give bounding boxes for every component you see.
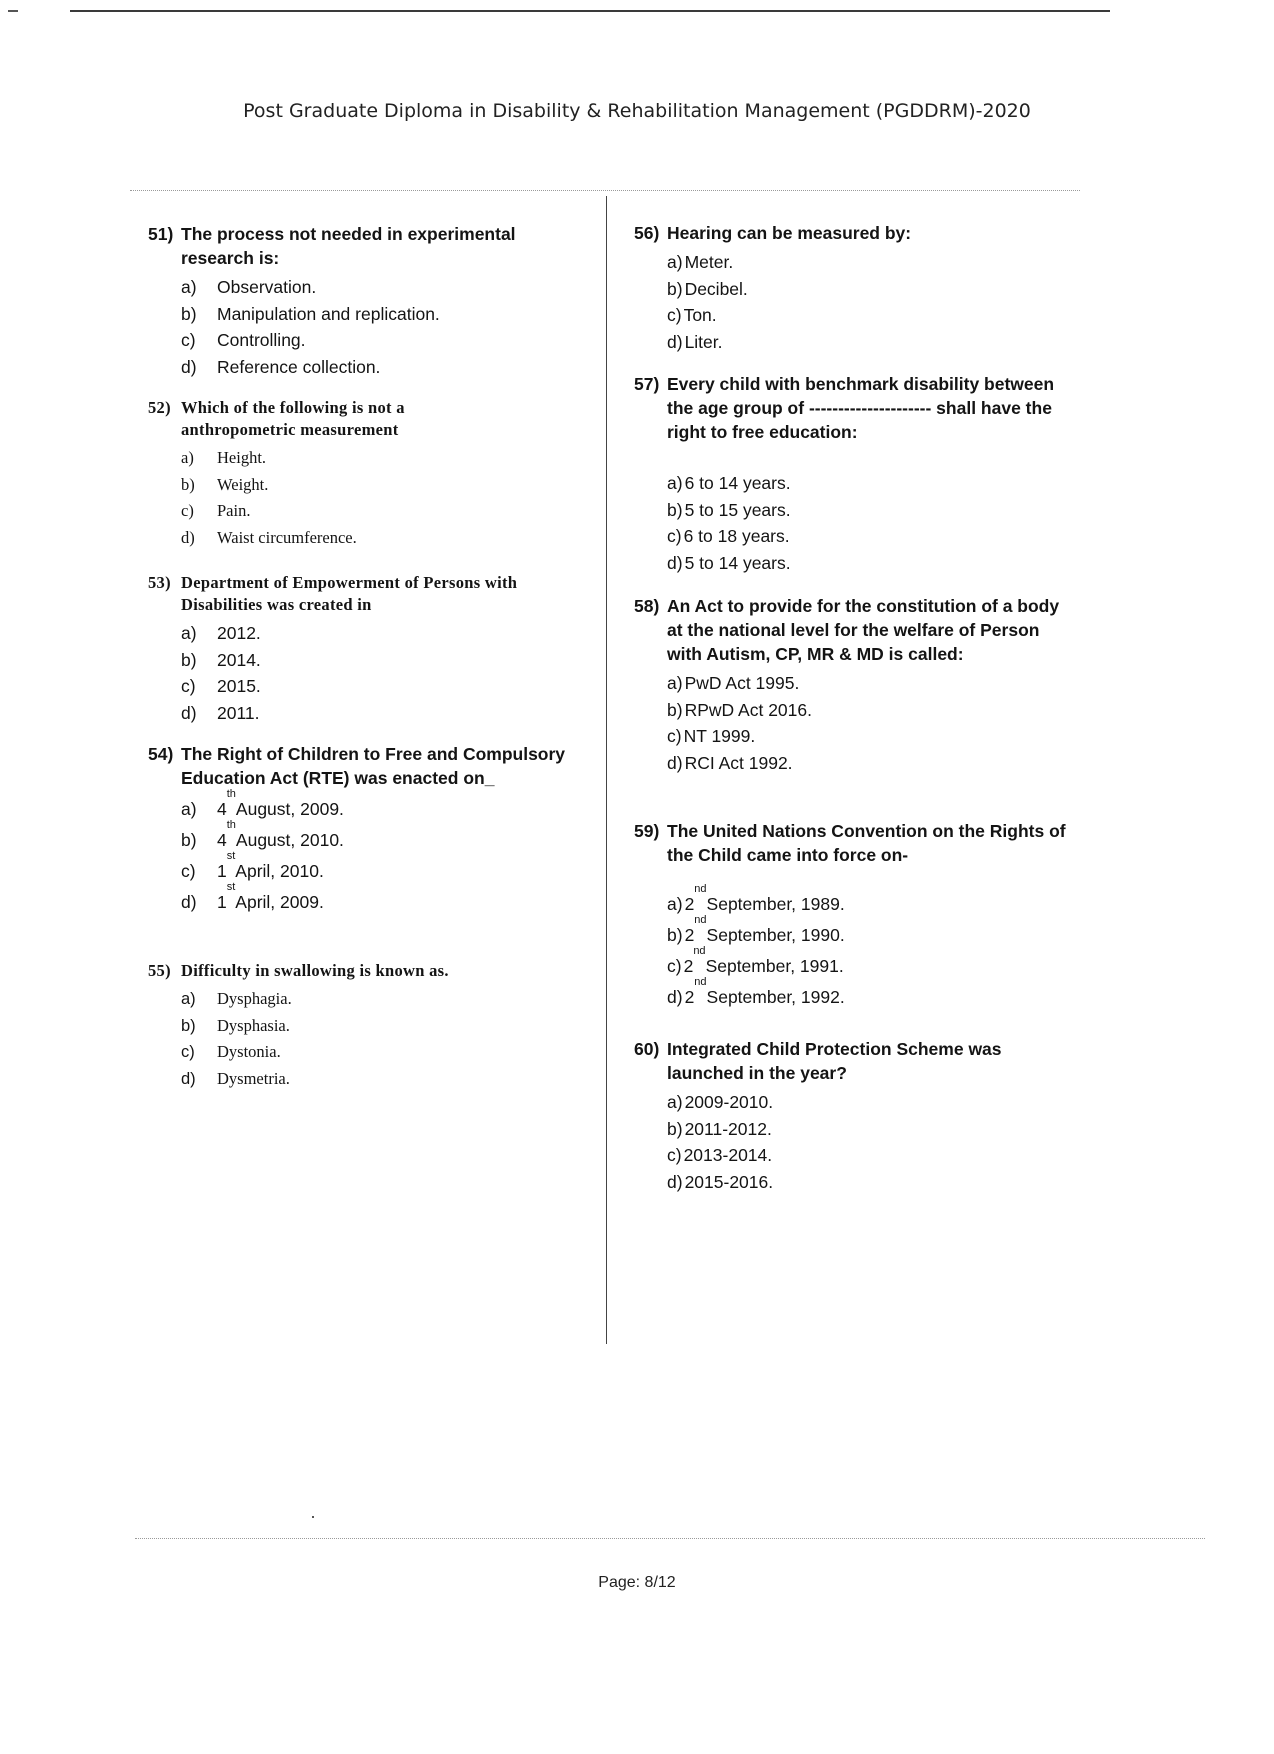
option-label: a) [667,252,683,272]
option-ordinal-suffix: nd [693,945,706,957]
question-55 [148,960,588,1092]
question-text: Department of Empowerment of Persons with Disabilities was created in [181,573,518,614]
option-text: 2011-2012. [684,1118,772,1139]
option-text: 5 to 15 years. [684,499,791,520]
option-text: Liter. [684,331,723,352]
option [181,850,568,887]
option-ordinal: 4 [217,799,227,819]
option [667,750,1074,777]
option-text: April, 2010. [235,861,324,881]
option-label: a) [667,894,683,914]
option-label: b) [667,499,683,520]
question-text: The Right of Children to Free and Compulsory Education Act (RTE) was enacted on_ [181,744,566,788]
option [181,673,568,700]
option-label: c) [667,526,682,546]
option [667,1169,1074,1196]
scan-speck [312,1516,314,1518]
option-text: 6 to 18 years. [683,526,790,546]
option [667,945,1074,982]
option-text: August, 2009. [235,799,344,819]
option [667,697,1074,724]
option-label: a) [181,623,197,643]
option [667,883,1074,920]
option [667,914,1074,951]
option-label: c) [181,1043,195,1061]
option [667,276,1074,303]
question-number: 52) [148,398,171,417]
option-text: Reference collection. [217,356,381,377]
option-label: d) [181,1069,196,1088]
question-58 [634,594,1074,776]
option-text: September, 1991. [705,956,844,976]
option-text: Dysphagia. [217,989,292,1008]
option-text: Manipulation and replication. [217,303,440,324]
question-53 [148,572,568,726]
option-text: September, 1992. [706,987,845,1007]
question-number: 57) [634,374,660,394]
option-label: a) [667,1092,683,1112]
option [181,788,568,825]
question-text: An Act to provide for the constitution of a body at the national level for the welfare of Person with Autism, CP, MR & MD is called: [667,596,1060,664]
option-label: b) [181,474,195,494]
question-text: Hearing can be measured by: [667,223,912,243]
option-ordinal-suffix: nd [694,914,707,926]
option-label: a) [181,448,194,467]
option-text: Dystonia. [217,1042,281,1061]
page-header-title: Post Graduate Diploma in Disability & Rehabilitation Management (PGDDRM)-2020 [243,100,1031,122]
top-rule [70,10,1110,12]
option-text: 2013-2014. [683,1145,773,1165]
option-label: a) [181,277,197,297]
option-label: d) [667,331,683,352]
question-text: Every child with benchmark disability between the age group of --------------------- shall have the right to free education: [667,374,1055,442]
option [667,976,1074,1013]
option-text: Waist circumference. [217,527,357,547]
question-text: Difficulty in swallowing is known as. [181,961,449,980]
option-ordinal: 4 [217,830,227,850]
option-text: RPwD Act 2016. [684,699,812,720]
option-text: 2015. [217,676,261,696]
option-text: Dysmetria. [217,1068,290,1088]
question-56 [634,221,1074,355]
option-label: c) [181,676,196,696]
option-text: Weight. [217,474,269,494]
option-text: 2012. [217,623,261,643]
question-text: The United Nations Convention on the Rights of the Child came into force on- [667,821,1066,865]
option [181,301,588,328]
option-label: a) [181,990,196,1008]
question-number: 54) [148,744,174,764]
option-label: c) [181,501,194,520]
option-ordinal: 2 [684,894,695,914]
option-text: PwD Act 1995. [684,673,800,693]
option-ordinal-suffix: th [226,819,236,831]
option [667,329,1074,356]
scan-mark [8,10,18,12]
option-text: 2014. [217,649,261,670]
option-text: Pain. [217,501,251,520]
option [667,497,1074,524]
option [667,249,1074,276]
option-label: d) [181,892,197,912]
question-52 [148,397,478,551]
option-label: b) [667,1118,683,1139]
column-divider [606,196,607,1344]
option-label: d) [181,356,197,377]
question-number: 56) [634,223,660,243]
option-text: Controlling. [217,330,306,350]
option-label: d) [667,752,683,773]
option [181,620,568,647]
question-number: 53) [148,573,171,592]
option [181,881,568,918]
option-label: b) [181,830,197,850]
option-text: Height. [217,448,267,467]
option-text: RCI Act 1992. [684,752,793,773]
option-label: d) [667,1171,683,1192]
header-divider [130,190,1080,191]
option-label: b) [667,925,683,945]
option-text: 2011. [217,702,260,723]
option [667,723,1074,750]
option [181,1066,588,1093]
option-text: Meter. [684,252,734,272]
option-ordinal-suffix: st [226,881,236,893]
question-text: Integrated Child Protection Scheme was launched in the year? [667,1039,1002,1083]
option [181,445,478,472]
option-label: d) [667,552,683,573]
option-ordinal-suffix: nd [694,883,707,895]
option-ordinal-suffix: th [226,788,236,800]
question-60 [634,1037,1074,1195]
option [667,1116,1074,1143]
option-ordinal: 2 [683,956,694,976]
question-59 [634,819,1074,1013]
option-label: b) [181,649,197,670]
option-text: Ton. [683,305,717,325]
question-57 [634,372,1074,576]
option [667,470,1074,497]
footer-divider [135,1538,1205,1539]
option-label: b) [181,303,197,324]
option-label: c) [181,330,196,350]
option-text: 2015-2016. [684,1171,774,1192]
question-number: 60) [634,1039,660,1059]
option [181,819,568,856]
option [181,700,568,727]
option-label: c) [181,861,196,881]
question-number: 59) [634,821,660,841]
option [181,1039,588,1066]
option-text: Dysphasia. [217,1015,290,1035]
option-ordinal-suffix: st [226,850,236,862]
option [181,986,588,1013]
question-text: Which of the following is not a anthropometric measurement [181,398,405,439]
option-label: c) [667,726,682,746]
option [181,647,568,674]
question-number: 51) [148,224,174,244]
option-label: c) [667,1145,682,1165]
option-ordinal-suffix: nd [694,976,707,988]
option-ordinal: 1 [217,861,227,881]
option-label: a) [181,799,197,819]
option [181,498,478,525]
option-text: Observation. [217,277,317,297]
option-text: August, 2010. [235,830,344,850]
option [667,302,1074,329]
option-label: c) [667,956,682,976]
option [181,1013,588,1040]
option-ordinal: 2 [684,987,695,1007]
option-label: b) [667,699,683,720]
option [667,1089,1074,1116]
option-text: April, 2009. [235,892,324,912]
question-number: 58) [634,596,660,616]
option [667,670,1074,697]
option-ordinal: 2 [684,925,695,945]
option [181,274,588,301]
option-label: b) [181,1016,196,1035]
option-text: September, 1990. [706,925,845,945]
option-label: d) [181,527,195,547]
option-label: a) [667,473,683,493]
option-text: 2009-2010. [684,1092,774,1112]
option-text: Decibel. [684,278,748,299]
option-text: September, 1989. [706,894,845,914]
option-label: b) [667,278,683,299]
page-number: Page: 8/12 [598,1574,676,1591]
option [181,525,478,552]
option-text: NT 1999. [683,726,756,746]
option-label: d) [181,702,197,723]
question-54 [148,742,568,918]
option [667,550,1074,577]
option [181,354,588,381]
option-label: c) [667,305,682,325]
option-text: 5 to 14 years. [684,552,791,573]
option-label: a) [667,673,683,693]
question-number: 55) [148,961,171,980]
option-label: d) [667,987,683,1007]
option-ordinal: 1 [217,892,227,912]
question-text: The process not needed in experimental research is: [181,224,516,268]
question-51 [148,222,588,380]
option [667,523,1074,550]
option-text: 6 to 14 years. [684,473,791,493]
option [181,472,478,499]
option [181,327,588,354]
option [667,1142,1074,1169]
